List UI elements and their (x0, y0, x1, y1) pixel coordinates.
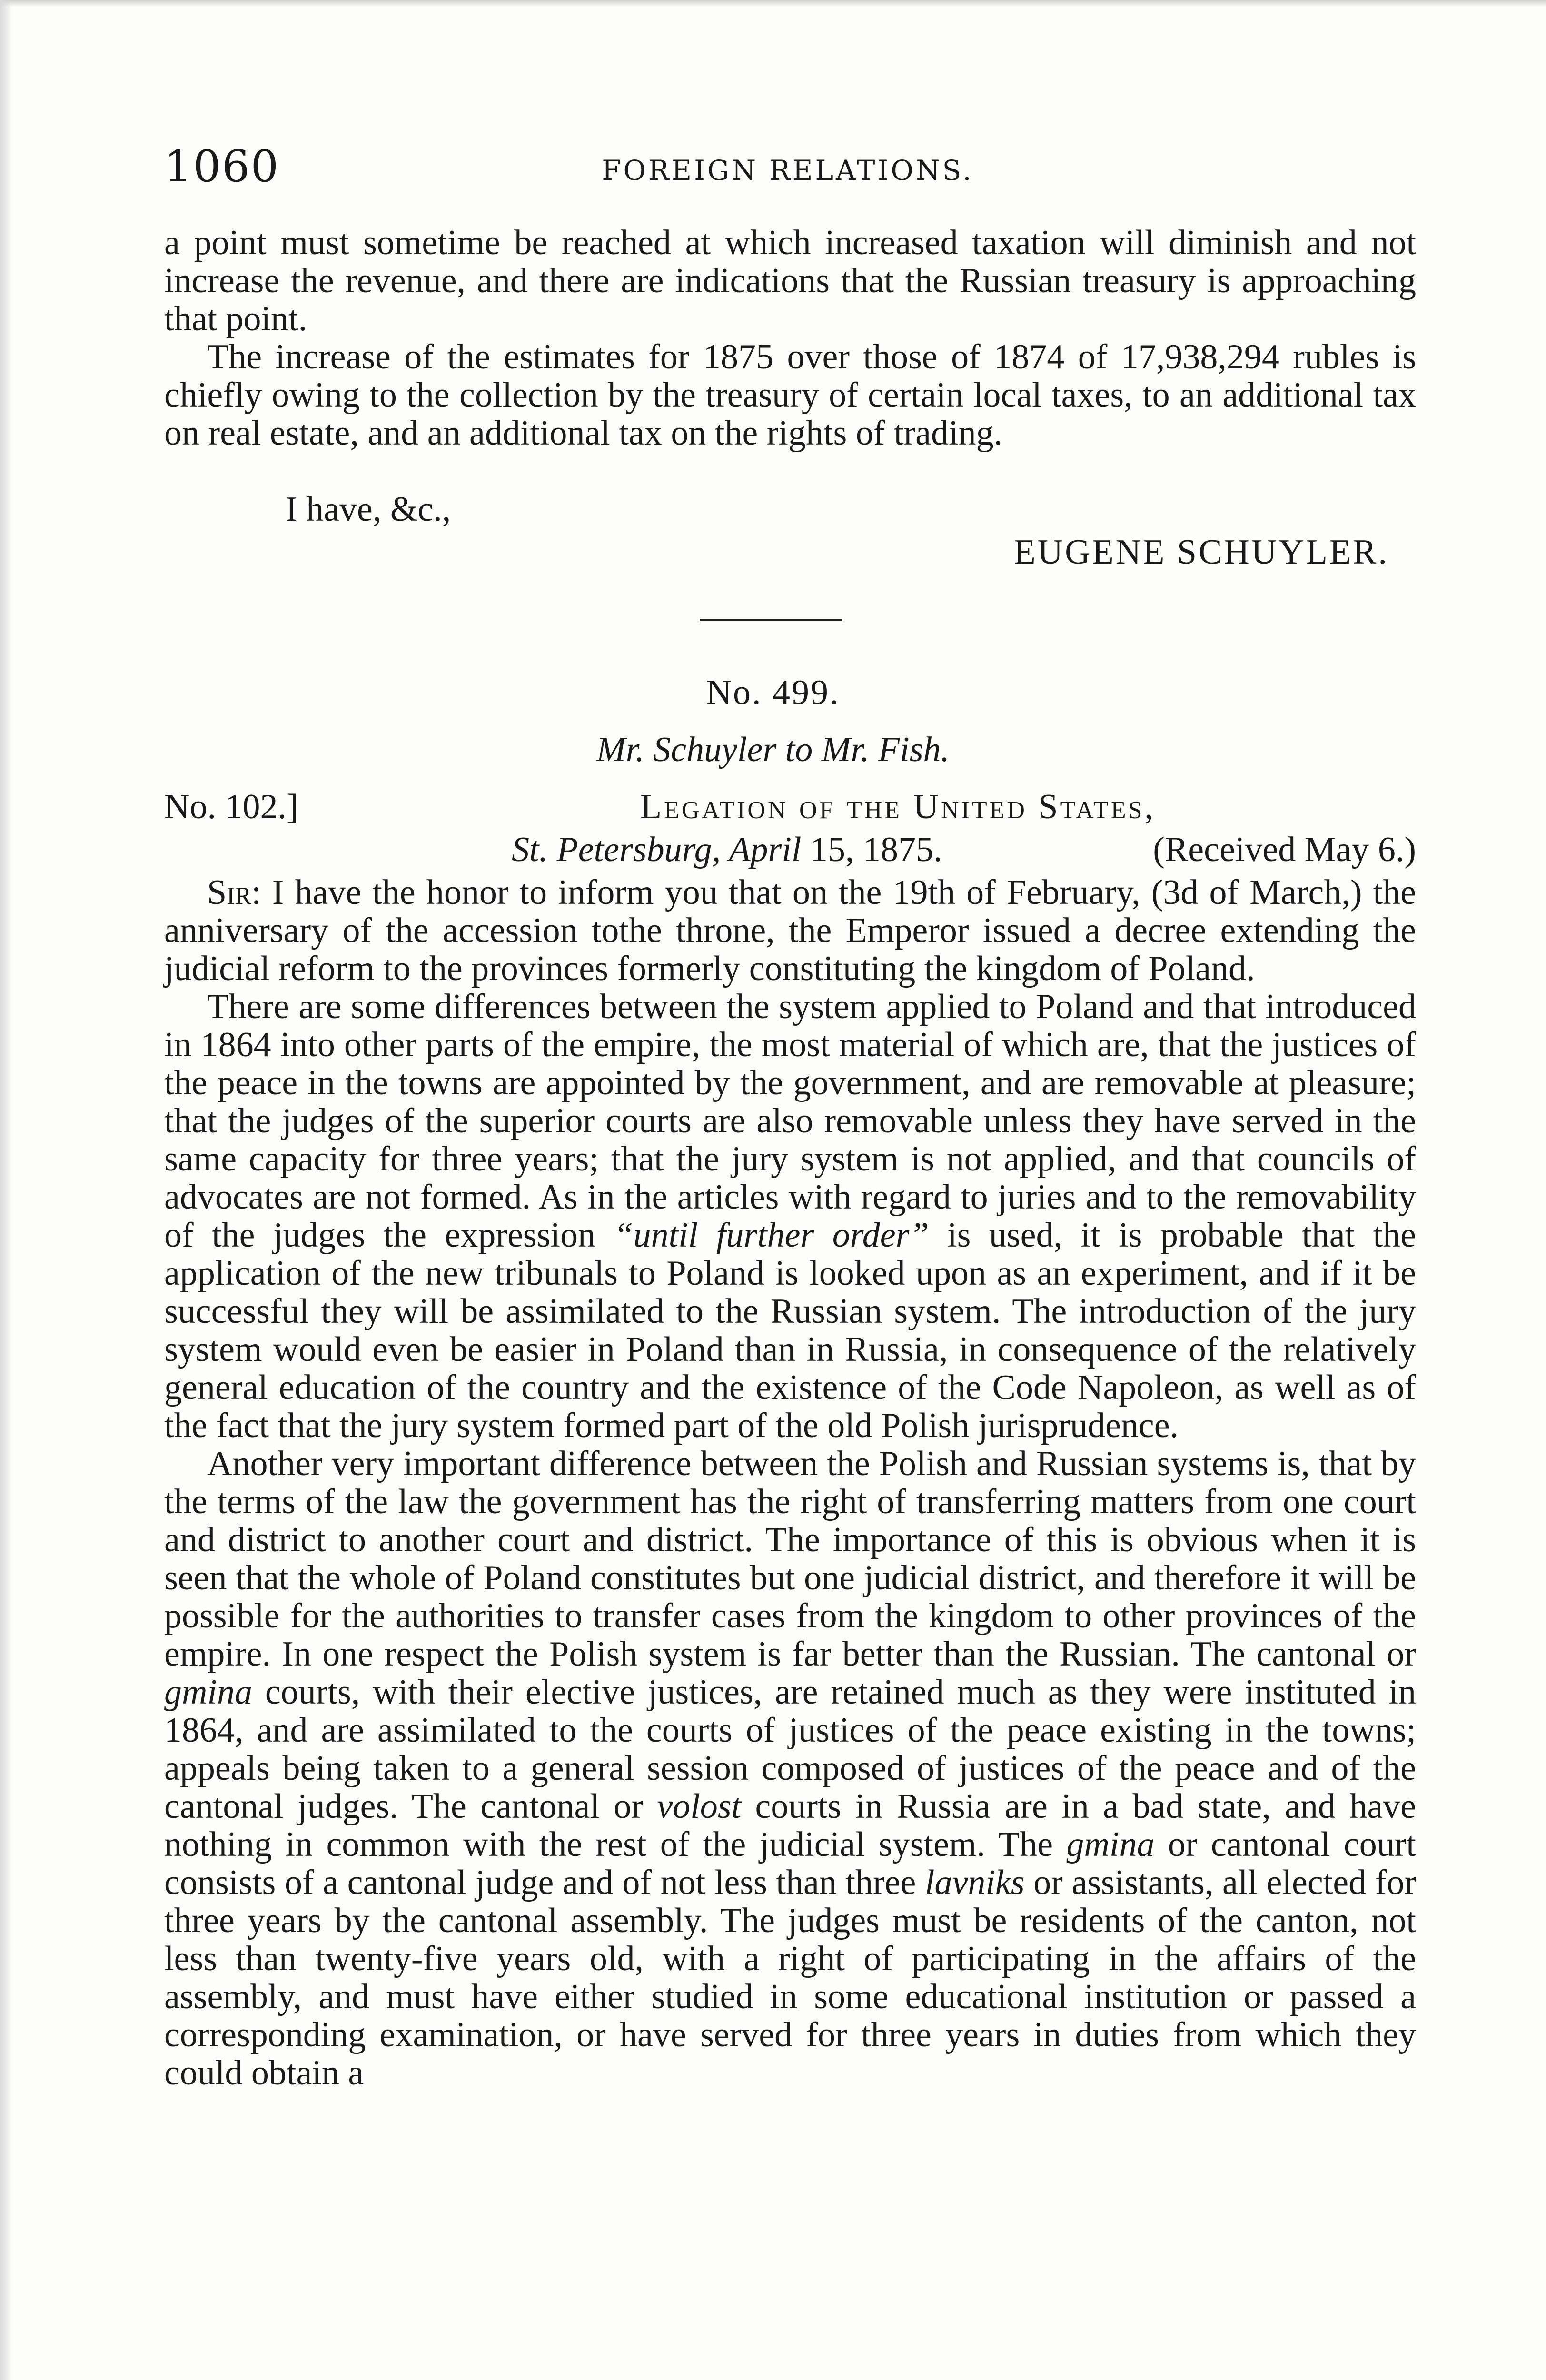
term-lavniks: lavniks (924, 1863, 1025, 1902)
running-title: FOREIGN RELATIONS. (602, 154, 974, 187)
dispatch-number: No. 102.] (164, 787, 298, 826)
continuation-paragraph: a point must sometime be reached at which increased taxation will diminish and not increase the revenue, and there are indications that the Russian treasury is approaching that point. (164, 223, 1416, 338)
scan-edge-left (0, 0, 12, 2380)
dateline (512, 831, 1416, 869)
dispatch-paragraph-3-e: or assistants, all elected for three years by the cantonal assembly. The judges must be residents of the canton, not less than twenty-five years old, with a right of participating in the affairs of the assembly, and must have either studied in some educational institution or passed a corresponding examination, or have served for three years in duties from which they could obtain a (164, 1863, 1417, 2092)
dispatch-paragraph-3 (164, 1445, 1416, 2092)
dispatch-paragraph-2-b: is used, it is probable that the application of the new tribunals to Poland is looked upon as an experiment, and if it be successful they will be assimilated to the Russian system. The introduction of the jury system would even be easier in Poland than in Russia, in consequence of the relatively general education of the country and the existence of the Code Napoleon, as well as of the fact that the jury system formed part of the old Polish jurisprudence. (164, 1216, 1417, 1445)
received-date: (Received May 6.) (1153, 830, 1416, 869)
legation-heading: Legation of the United States, (640, 787, 1156, 826)
continuation-text (164, 224, 1416, 452)
dispatch-paragraph-3-a: Another very important difference between the Polish and Russian systems is, that by the terms of the law the government has the right of transferring matters from one court and district to another court and district. The importance of this is obvious when it is seen that the whole of Poland constitutes but one judicial district, and therefore it will be possible for the authorities to transfer cases from the kingdom to other provinces of the empire. In one respect the Polish system is far better than the Russian. The cantonal or (164, 1444, 1416, 1674)
dispatch-paragraph-2-a: There are some differences between the system applied to Poland and that introduced in 1864 into other parts of the empire, the most material of which are, that the justices of the peace in the towns are appointed by the government, and are removable at pleasure; that the judges of the superior courts are also removable unless they have served in the same capacity for three years; that the jury system is not applied, and that councils of advocates are not formed. As in the articles with regard to juries and to the removability of the judges the expression (164, 987, 1416, 1255)
dispatch-paragraph-3-b: courts, with their elective justices, are retained much as they were instituted in 1864, and are assimilated to the courts of justices of the peace existing in the towns; appeals being taken to a general session composed of justices of the peace and of the cantonal judges. The cantonal or (164, 1673, 1416, 1826)
signature: EUGENE SCHUYLER. (1014, 533, 1389, 572)
dateline-date: 15, 1875. (810, 830, 942, 869)
page-header (164, 138, 1411, 195)
term-volost: volost (657, 1787, 742, 1826)
page-number: 1060 (164, 141, 280, 192)
section-divider (700, 619, 842, 621)
dispatch-paragraph-1-text: : I have the honor to inform you that on the 19th of February, (3d of March,) the anniversary of the accession tothe throne, the Emperor issued a decree extending the judicial reform to the provinces formerly constituting the kingdom of Poland. (164, 873, 1416, 988)
salutation: Sir (207, 873, 252, 912)
closing-phrase: I have, &c., (286, 490, 451, 529)
dateline-place: St. Petersburg, April (512, 830, 802, 869)
dispatch-paragraph-3-c: courts in Russia are in a bad state, and have nothing in common with the rest of the judicial system. The (164, 1787, 1417, 1864)
dispatch-body (164, 873, 1416, 2092)
correspondents-line: Mr. Schuyler to Mr. Fish. (596, 730, 950, 769)
dispatch-paragraph-2 (164, 988, 1416, 1445)
term-gmina: gmina (164, 1673, 252, 1712)
scan-edge-top (0, 0, 1546, 7)
estimates-paragraph: The increase of the estimates for 1875 over those of 1874 of 17,938,294 rubles is chiefly owing to the collection by the treasury of certain local taxes, to an additional tax on real estate, and an additional tax on the rights of trading. (164, 337, 1416, 453)
dispatch-paragraph-3-d: or cantonal court consists of a cantonal judge and of not less than three (164, 1825, 1416, 1902)
term-gmina-second: gmina (1066, 1825, 1155, 1864)
quoted-expression: “until further order” (614, 1216, 929, 1255)
dispatch-paragraph-1 (164, 873, 1416, 988)
document-number: No. 499. (706, 673, 840, 712)
